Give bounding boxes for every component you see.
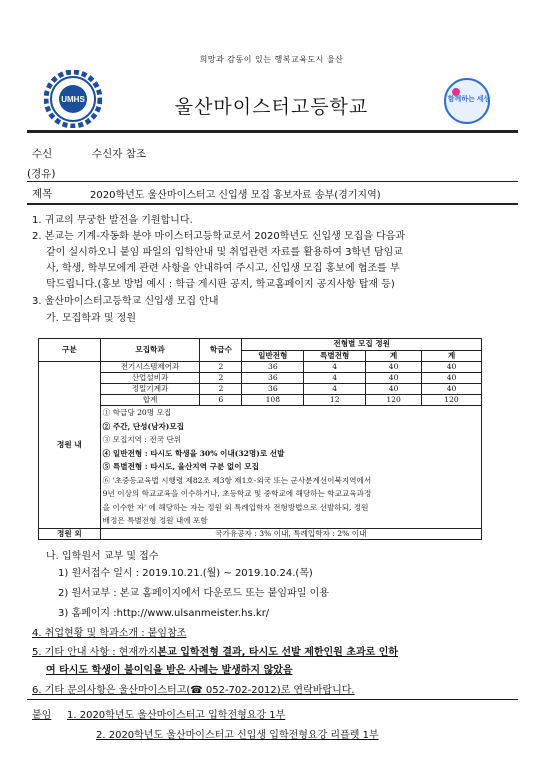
via-label: (경유) bbox=[27, 168, 56, 180]
subject-label: 제목 bbox=[32, 188, 53, 200]
subject-value: 2020학년도 울산마이스터고 신입생 모집 홍보자료 송부(경기지역) bbox=[90, 190, 381, 201]
header-quota: 전형별 모집 정원 bbox=[242, 339, 482, 351]
table-notes-row bbox=[39, 406, 482, 529]
outside-quota-value: 국가유공자 : 3% 이내, 특례입학자 : 2% 이내 bbox=[100, 528, 481, 539]
header-sum-2: 계 bbox=[422, 350, 482, 362]
recipient-label: 수신 bbox=[32, 148, 53, 160]
table-outside-row bbox=[39, 528, 482, 539]
note-1: ① 학급당 20명 모집 bbox=[102, 408, 172, 417]
row-sum-1: 40 bbox=[366, 373, 422, 384]
notes-cell bbox=[100, 406, 481, 529]
paragraph-6: 6. 기타 문의사항은 울산마이스터고(☎ 052-702-2012)로 연락바랍니다. bbox=[32, 685, 355, 696]
header-division: 구분 bbox=[39, 339, 101, 362]
paragraph-1: 1. 귀교의 무궁한 발전을 기원합니다. bbox=[32, 215, 193, 226]
row-general: 36 bbox=[242, 373, 304, 384]
subject-divider bbox=[27, 203, 518, 205]
table-row bbox=[39, 362, 482, 373]
row-general: 36 bbox=[242, 384, 304, 395]
note-6-line-1: ⑥ '초중등교육법 시행령 제82조 제3항 제1호-외국 또는 군사분계선이북지역에서 bbox=[102, 475, 372, 485]
row-special: 4 bbox=[304, 362, 366, 373]
school-name: 울산마이스터고등학교 bbox=[174, 96, 369, 118]
total-sum-1: 120 bbox=[366, 395, 422, 406]
school-motto: 희망과 감동이 있는 행복교육도시 울산 bbox=[199, 55, 344, 64]
table-row bbox=[39, 384, 482, 395]
attachments-divider bbox=[27, 699, 518, 700]
row-sum-2: 40 bbox=[422, 362, 482, 373]
paragraph-2-line-4: 탁드립니다.(홍보 방법 예시 : 학급 게시판 공지, 학교홈페이지 공지사항 탑재 등) bbox=[46, 279, 395, 290]
paragraph-2-line-1: 2. 본교는 기계-자동화 분야 마이스터고등학교로서 2020학년도 신입생 모집을 다음과 bbox=[32, 231, 406, 242]
row-sum-2: 40 bbox=[422, 373, 482, 384]
recipient-value: 수신자 참조 bbox=[92, 148, 147, 160]
total-general: 108 bbox=[242, 395, 304, 406]
note-6-line-4: 배정은 특별전형 정원 내에 포함 bbox=[102, 516, 208, 525]
row-dept: 전기시스템제어과 bbox=[100, 362, 200, 373]
row-special: 4 bbox=[304, 373, 366, 384]
paragraph-4: 4. 취업현황 및 학과소개 : 붙임참조 bbox=[32, 628, 187, 639]
section-na: 나. 입학원서 교부 및 접수 bbox=[46, 551, 159, 562]
section-na-3: 3) 홈페이지 :http://www.ulsanmeister.hs.kr/ bbox=[58, 608, 270, 619]
recruitment-table bbox=[38, 338, 482, 540]
table-row bbox=[39, 373, 482, 384]
meta-divider bbox=[27, 181, 518, 182]
logo-right-text: 함께하는 세상 bbox=[447, 96, 491, 103]
attachments-label: 붙임 bbox=[32, 710, 52, 721]
header-classes: 학급수 bbox=[200, 339, 242, 362]
total-label: 합계 bbox=[100, 395, 200, 406]
slogan-logo-icon bbox=[442, 76, 492, 126]
paragraph-5-bold: 본교 입학전형 결과, 타시도 선발 제한인원 초과로 인하 bbox=[157, 647, 399, 658]
row-dept: 정밀기계과 bbox=[100, 384, 200, 395]
paragraph-2-line-3: 사, 학생, 학부모에게 관련 사항을 안내하여 주시고, 신입생 모집 홍보에 협조를 부 bbox=[46, 263, 400, 274]
paragraph-5-line-2: 여 타시도 학생이 불이익을 받은 사례는 발생하지 않았음 bbox=[46, 665, 293, 676]
note-2: ② 주간, 단성(남자)모집 bbox=[102, 421, 185, 431]
header-divider bbox=[27, 130, 518, 133]
header-sum-1: 계 bbox=[366, 350, 422, 362]
logo-left-text: UMHS bbox=[61, 95, 85, 104]
paragraph-5-line-1 bbox=[32, 643, 398, 658]
table-total-row bbox=[39, 395, 482, 406]
paragraph-3: 3. 울산마이스터고등학교 신입생 모집 안내 bbox=[32, 296, 219, 307]
table-header-row bbox=[39, 339, 482, 351]
attachment-item-1: 1. 2020학년도 울산마이스터고 입학전형요강 1부 bbox=[67, 710, 286, 721]
section-na-2: 2) 원서교부 : 본교 홈페이지에서 다운로드 또는 붙임파일 이용 bbox=[58, 588, 329, 599]
header-general: 일반전형 bbox=[242, 350, 304, 362]
inside-quota-label: 정원 내 bbox=[39, 362, 101, 529]
total-sum-2: 120 bbox=[422, 395, 482, 406]
paragraph-5-prefix: 5. 기타 안내 사항 : 현재까지 bbox=[32, 647, 158, 658]
row-special: 4 bbox=[304, 384, 366, 395]
note-6-line-3: 을 이수한 자' 에 해당하는 자는 정원 외 특례입학자 전형방법으로 선발하되, 정원 bbox=[102, 502, 369, 512]
row-sum-2: 40 bbox=[422, 384, 482, 395]
outside-quota-label: 정원 외 bbox=[39, 528, 101, 539]
total-classes: 6 bbox=[200, 395, 242, 406]
note-4: ④ 일반전형 : 타시도 학생을 30% 이내(32명)로 선발 bbox=[102, 448, 285, 458]
row-dept: 산업설비과 bbox=[100, 373, 200, 384]
paragraph-3a: 가. 모집학과 및 정원 bbox=[46, 313, 136, 324]
section-na-1: 1) 원서접수 일시 : 2019.10.21.(월) ~ 2019.10.24.(목) bbox=[58, 568, 313, 579]
row-classes: 2 bbox=[200, 384, 242, 395]
row-classes: 2 bbox=[200, 373, 242, 384]
header-dept: 모집학과 bbox=[100, 339, 200, 362]
row-general: 36 bbox=[242, 362, 304, 373]
note-6-line-2: 9년 이상의 학교교육을 이수하거나, 초등학교 및 중학교에 해당하는 학교교육과정 bbox=[102, 489, 372, 498]
total-special: 12 bbox=[304, 395, 366, 406]
header-special: 특별전형 bbox=[304, 350, 366, 362]
row-classes: 2 bbox=[200, 362, 242, 373]
paragraph-2-line-2: 같이 실시하오니 붙임 파일의 입학안내 및 취업관련 자료를 활용하여 3학년 담임교 bbox=[46, 247, 403, 258]
row-sum-1: 40 bbox=[366, 384, 422, 395]
row-sum-1: 40 bbox=[366, 362, 422, 373]
note-5: ⑤ 특별전형 : 타시도, 울산지역 구분 없이 모집 bbox=[102, 462, 259, 471]
note-3: ③ 모집지역 : 전국 단위 bbox=[102, 435, 182, 444]
attachment-item-2: 2. 2020학년도 울산마이스터고 신입생 입학전형요강 리플렛 1부 bbox=[96, 730, 379, 741]
